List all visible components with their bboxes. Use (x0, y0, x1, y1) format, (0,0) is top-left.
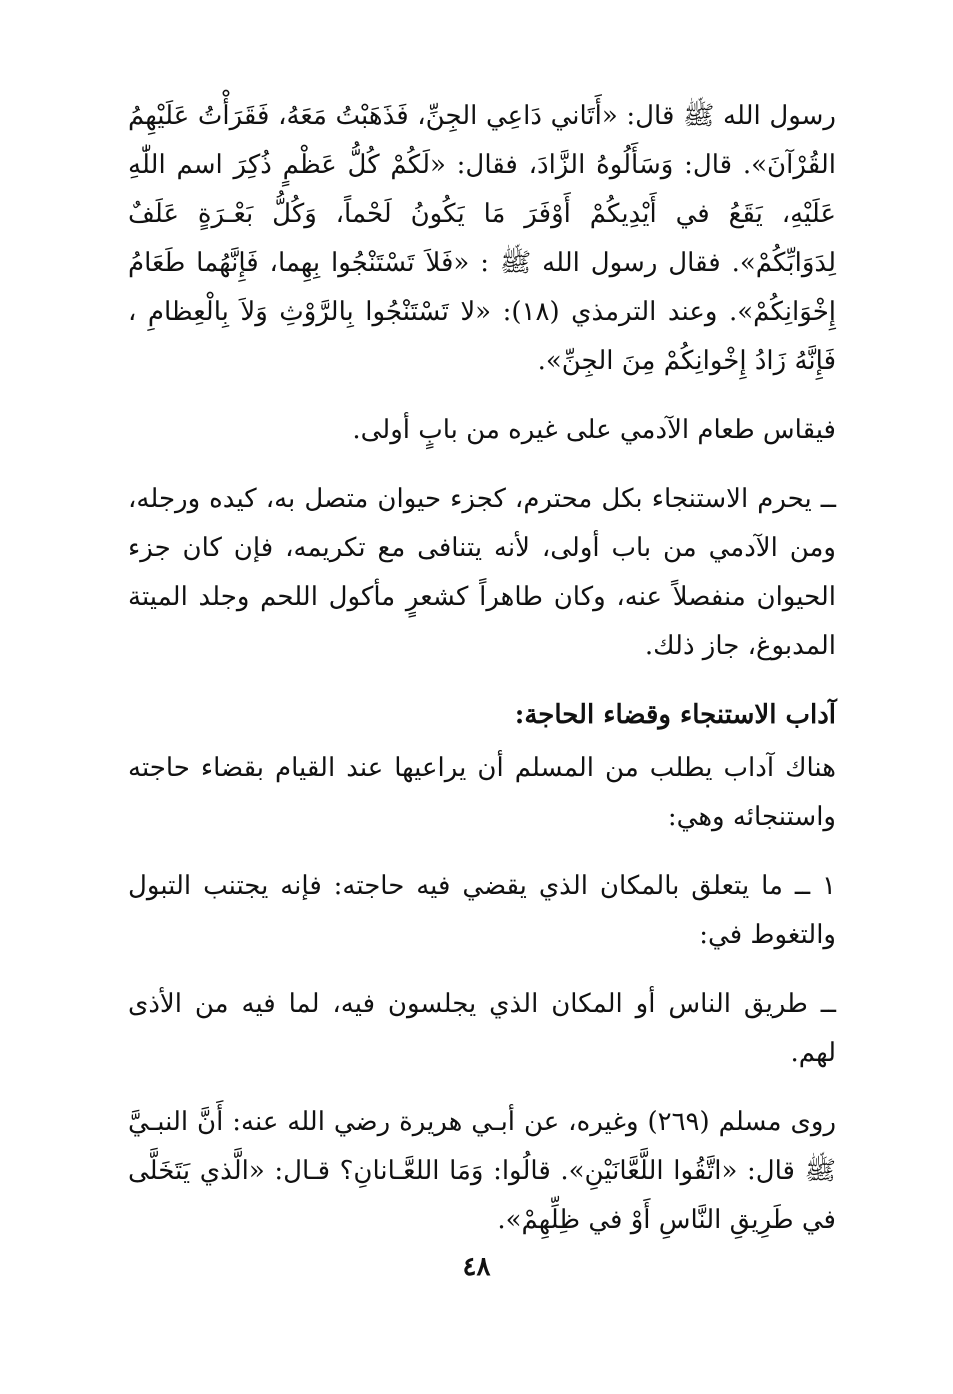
page-body (128, 92, 836, 1392)
list-item-1: ١ ــ ما يتعلق بالمكان الذي يقضي فيه حاجته: فإنه يجتنب التبول والتغوط في: (128, 871, 836, 950)
list-subitem-road: ــ طريق الناس أو المكان الذي يجلسون فيه، لما فيه من الأذى لهم. (128, 989, 836, 1068)
hadith-paragraph-muslim: روى مسلم (٢٦٩) وغيره، عن أبـي هريرة رضي الله عنه: أَنَّ النبـيَّ ﷺ قال: «اتَّقُوا اللَّعَّانَيْنِ». قالُوا: وَمَا اللعَّـانانِ؟ قـال: «الَّذي يَتَخَلَّى في طَرِيقِ النَّاسِ أَوْ في ظِلِّهِمْ». (128, 1107, 836, 1235)
section-heading: آداب الاستنجاء وقضاء الحاجة: (514, 700, 836, 730)
hadith-paragraph-jinn: رسول الله ﷺ قال: «أَتَاني دَاعِي الجِنِّ، فَذَهَبْتُ مَعَهُ، فَقَرَأْتُ عَلَيْهِمُ القُرْآنَ». قال: وَسَأَلُوهُ الزَّادَ، فقال: «لَكُمْ كُلُّ عَظْمٍ ذُكِرَ اسم اللّٰهِ عَلَيْهِ، يَقَعُ في أَيْدِيكُمْ أَوْفَرَ مَا يَكُونُ لَحْماً، وَكُلُّ بَعْـرَةٍ عَلَفٌ لِدَوَابِّكُمْ». فقال رسول الله ﷺ : «فَلاَ تَسْتَنْجُوا بِهِما، فَإِنَّهُما طَعَامُ إِخْوَانِكُمْ». وعند الترمذي (١٨): «لا تَسْتَنْجُوا بِالرَّوْثِ وَلاَ بِالْعِظامِ ، فَإِنَّهُ زَادُ إِخْوانِكُمْ مِنَ الجِنِّ». (128, 101, 836, 376)
intro-paragraph: هناك آداب يطلب من المسلم أن يراعيها عند القيام بقضاء حاجته واستنجائه وهي: (128, 753, 836, 832)
prohibition-paragraph: ــ يحرم الاستنجاء بكل محترم، كجزء حيوان متصل به، كيده ورجله، ومن الآدمي من باب أولى، لأنه يتنافى مع تكريمه، فإن كان جزء الحيوان منفصلاً عنه، وكان طاهراً كشعرٍ مأكول اللحم وجلد الميتة المدبوغ، جاز ذلك. (128, 484, 836, 661)
page-number: ٤٨ (462, 1252, 491, 1282)
analogy-paragraph: فيقاس طعام الآدمي على غيره من بابٍ أولى. (352, 415, 836, 445)
